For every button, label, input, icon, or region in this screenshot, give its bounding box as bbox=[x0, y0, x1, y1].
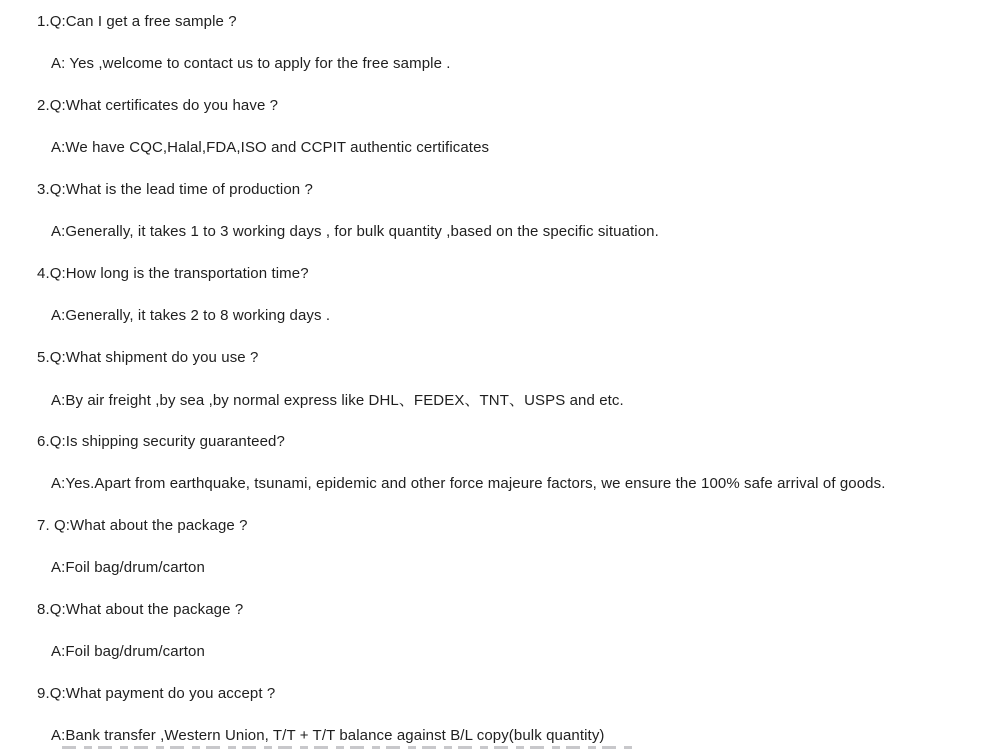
faq-answer: A:Foil bag/drum/carton bbox=[51, 642, 205, 660]
faq-question: 8.Q:What about the package ? bbox=[37, 600, 244, 618]
faq-question: 1.Q:Can I get a free sample ? bbox=[37, 12, 237, 30]
faq-answer: A:We have CQC,Halal,FDA,ISO and CCPIT authentic certificates bbox=[51, 138, 490, 156]
faq-answer: A:Foil bag/drum/carton bbox=[51, 558, 205, 576]
faq-question: 3.Q:What is the lead time of production ? bbox=[37, 180, 313, 198]
faq-answer: A:Bank transfer ,Western Union, T/T + T/T balance against B/L copy(bulk quantity) bbox=[51, 726, 605, 744]
faq-question: 5.Q:What shipment do you use ? bbox=[37, 348, 259, 366]
faq-answer: A:Yes.Apart from earthquake, tsunami, epidemic and other force majeure factors, we ensure the 100% safe arrival of goods. bbox=[51, 474, 886, 492]
faq-answer: A: Yes ,welcome to contact us to apply for the free sample . bbox=[51, 54, 451, 72]
faq-question: 4.Q:How long is the transportation time? bbox=[37, 264, 309, 282]
faq-answer: A:Generally, it takes 2 to 8 working days . bbox=[51, 306, 331, 324]
faq-question: 7. Q:What about the package ? bbox=[37, 516, 248, 534]
faq-question: 2.Q:What certificates do you have ? bbox=[37, 96, 279, 114]
faq-question: 6.Q:Is shipping security guaranteed? bbox=[37, 432, 285, 450]
faq-answer: A:By air freight ,by sea ,by normal express like DHL、FEDEX、TNT、USPS and etc. bbox=[51, 391, 624, 409]
cutoff-text-line-top bbox=[62, 746, 632, 749]
faq-question: 9.Q:What payment do you accept ? bbox=[37, 684, 276, 702]
faq-answer: A:Generally, it takes 1 to 3 working days , for bulk quantity ,based on the specific situation. bbox=[51, 222, 659, 240]
